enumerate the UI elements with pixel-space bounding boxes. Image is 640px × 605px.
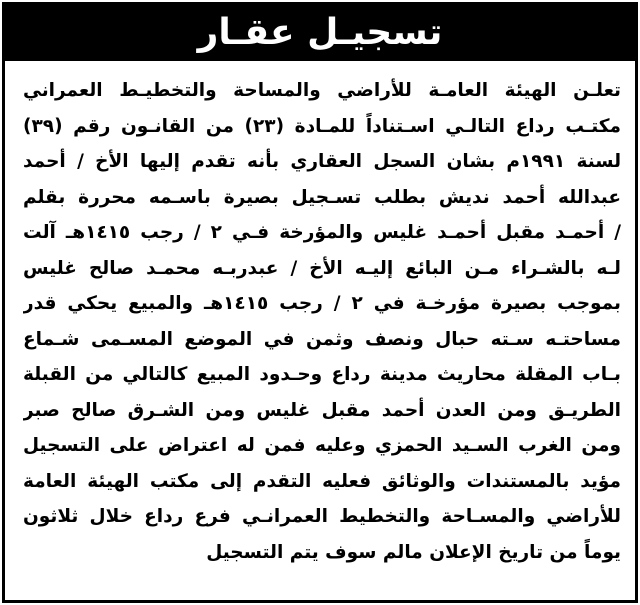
- notice-line-6: لـه بالشـراء مـن البائع إليـه الأخ / عبدربـه محمـد صالح غليس: [23, 257, 621, 279]
- notice-line-12: مؤيد بالمستندات والوثائق فعليه التقدم إلى مكتب الهيئة العامة: [23, 470, 621, 492]
- notice-line-5: / أحمـد مقبل أحمـد غليس والمؤرخة فـي ٢ / رجب ١٤١٥هـ آلت: [23, 222, 621, 243]
- notice-line-8: مساحتـه سـته حبال ونصف وثمن في الموضع المسـمى شـماع: [23, 328, 621, 350]
- notice-line-4: عبدالله أحمد نديش بطلب تسـجيل بصيرة باسـمه محررة بقلم: [23, 186, 621, 208]
- notice-frame: [2, 2, 638, 603]
- notice-line-2: مكتـب رداع التالـي اسـتناداً للمـادة (٢٣) من القانـون رقم (٣٩): [23, 115, 621, 137]
- notice-line-3: لسنة ١٩٩١م بشان السجل العقاري بأنه تقدم إليها الأخ / أحمد: [23, 151, 621, 172]
- notice-title: تسجيـل عقـار: [197, 12, 443, 53]
- notice-line-7: بموجب بصيرة مؤرخـة في ٢ / رجب ١٤١٥هـ والمبيع يحكي قدر: [23, 293, 621, 314]
- notice-line-13: للأراضي والمسـاحة والتخطيط العمرانـي فرع رداع خلال ثلاثون: [23, 506, 621, 527]
- notice-line-11: ومن الغرب السـيد الحمزي وعليه فمن له اعتراض على التسجيل: [23, 435, 621, 456]
- notice-line-10: الطريـق ومن العدن أحمد مقبل غليس ومن الشـرق صالح صبر: [23, 399, 621, 421]
- notice-line-14: يوماً من تاريخ الإعلان مالم سوف يتم التسجيل: [206, 541, 621, 563]
- notice-line-9: بـاب المقلة محاريث مدينة رداع وحـدود المبيع كالتالي من القبلة: [23, 364, 621, 385]
- title-bar: [5, 5, 635, 61]
- notice-line-1: تعلـن الهيئة العامـة للأراضي والمساحة والتخطيـط العمراني: [23, 80, 621, 101]
- notice-body: [5, 73, 635, 570]
